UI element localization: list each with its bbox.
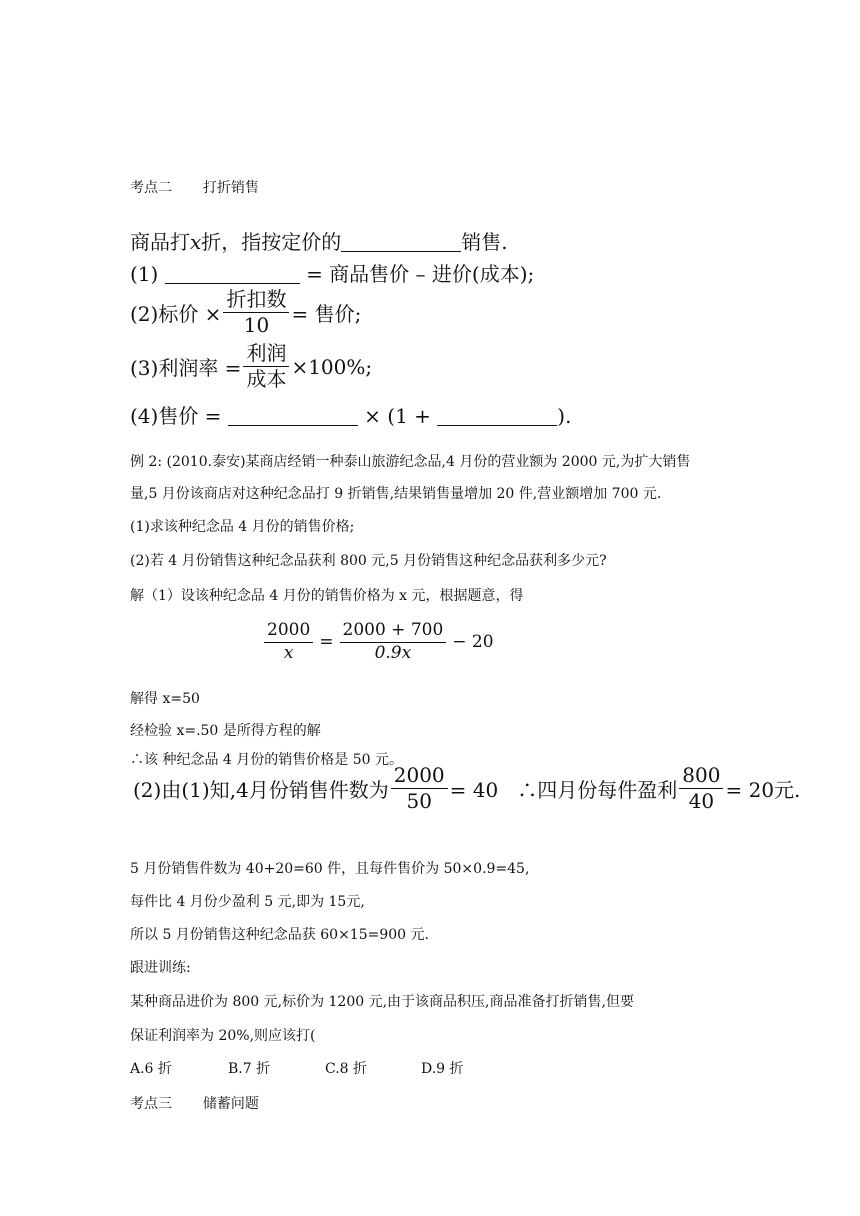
intro-var: x [190, 230, 202, 254]
intro-pre: 商品打 [130, 230, 190, 254]
p2-pre: (2)由(1)知,4月份销售件数为 [133, 778, 389, 802]
f3-num: (3)利润率 = [130, 356, 242, 380]
f1-blank [165, 265, 300, 284]
intro-line [130, 226, 508, 255]
intro-post: 折，指按定价的 [201, 230, 342, 254]
p2-fraction-2 [679, 764, 723, 813]
p2-f1-den: 50 [406, 789, 432, 813]
example-question-2: (2)若 4 月份销售这种纪念品获利 800 元,5 月份销售这种纪念品获利多少元? [130, 553, 607, 569]
f2-fraction [223, 288, 289, 337]
option-b: B.7 折 [228, 1061, 271, 1077]
section2-heading [130, 177, 259, 197]
f2-frac-den: 10 [243, 313, 270, 337]
f4-blank-2 [437, 407, 557, 426]
follow-up-question-1: 某种商品进价为 800 元,标价为 1200 元,由于该商品积压,商品准备打折销售,但要 [130, 994, 634, 1010]
option-c: C.8 折 [325, 1061, 368, 1077]
section2-label: 考点二 [130, 180, 172, 196]
solution-line-3: 所以 5 月份销售这种纪念品获 60×15=900 元. [130, 927, 429, 943]
solution-part-2 [133, 764, 800, 813]
section3-title: 储蓄问题 [202, 1096, 259, 1112]
option-a: A.6 折 [130, 1061, 172, 1077]
formula-1 [130, 258, 534, 287]
eq-left-den: x [283, 642, 294, 663]
formula-4 [130, 400, 571, 429]
solution-intro: 解（1）设该种纪念品 4 月份的销售价格为 x 元，根据题意，得 [130, 588, 524, 604]
formula-2 [130, 288, 361, 337]
f1-num: (1) [130, 262, 159, 286]
section3-label: 考点三 [130, 1096, 172, 1112]
solution-line-1: 5 月份销售件数为 40+20=60 件，且每件售价为 50×0.9=45, [130, 861, 530, 877]
section3-heading [130, 1093, 259, 1113]
example-line-1: 例 2: (2010.泰安)某商店经销一种泰山旅游纪念品,4 月份的营业额为 2000 元,为扩大销售 [130, 454, 691, 470]
option-d: D.9 折 [421, 1061, 464, 1077]
eq-left-fraction [264, 621, 313, 663]
eq-tail: − 20 [452, 632, 494, 653]
f3-rhs: ×100%; [291, 354, 373, 379]
eq-equals: = [319, 632, 334, 653]
p2-tail: = 20元. [725, 778, 801, 802]
intro-blank [341, 233, 461, 252]
f2-num: (2)标价 × [130, 302, 222, 326]
f3-frac-den: 成本 [246, 367, 287, 391]
f4-tail: ). [557, 404, 572, 428]
f3-frac-num: 利润 [243, 342, 289, 367]
solution-result-3: ∴该 种纪念品 4 月份的销售价格是 50 元。 [130, 752, 403, 768]
f4-num: (4)售价 = [130, 404, 222, 428]
follow-up-title: 跟进训练: [130, 960, 191, 976]
f4-blank-1 [228, 407, 358, 426]
formula-3 [130, 342, 372, 391]
solution-result-2: 经检验 x=.50 是所得方程的解 [130, 723, 321, 739]
f2-frac-num: 折扣数 [223, 288, 289, 313]
f3-fraction [243, 342, 289, 391]
eq-right-num: 2000 + 700 [340, 621, 447, 643]
f1-rhs: = 商品售价 – 进价(成本); [306, 262, 535, 286]
p2-f2-den: 40 [688, 789, 715, 813]
follow-up-question-2: 保证利润率为 20%,则应该打( [130, 1028, 316, 1044]
solution-equation [262, 621, 494, 663]
eq-right-fraction [340, 621, 447, 663]
solution-result-1: 解得 x=50 [130, 691, 200, 707]
p2-mid: = 40 ∴四月份每件盈利 [449, 778, 678, 802]
p2-f1-num: 2000 [391, 764, 448, 789]
p2-f2-num: 800 [679, 764, 723, 789]
solution-line-2: 每件比 4 月份少盈利 5 元,即为 15元, [130, 894, 365, 910]
section2-title: 打折销售 [202, 180, 259, 196]
options-row [130, 1058, 464, 1078]
f2-rhs: = 售价; [291, 302, 362, 326]
f4-mid: × (1 + [364, 404, 431, 428]
eq-right-den: 0.9x [374, 642, 412, 663]
example-line-2: 量,5 月份该商店对这种纪念品打 9 折销售,结果销售量增加 20 件,营业额增加 700 元. [130, 486, 662, 502]
eq-left-num: 2000 [264, 621, 313, 643]
example-question-1: (1)求该种纪念品 4 月份的销售价格; [130, 519, 355, 535]
p2-fraction-1 [391, 764, 448, 813]
intro-tail: 销售. [461, 230, 508, 254]
